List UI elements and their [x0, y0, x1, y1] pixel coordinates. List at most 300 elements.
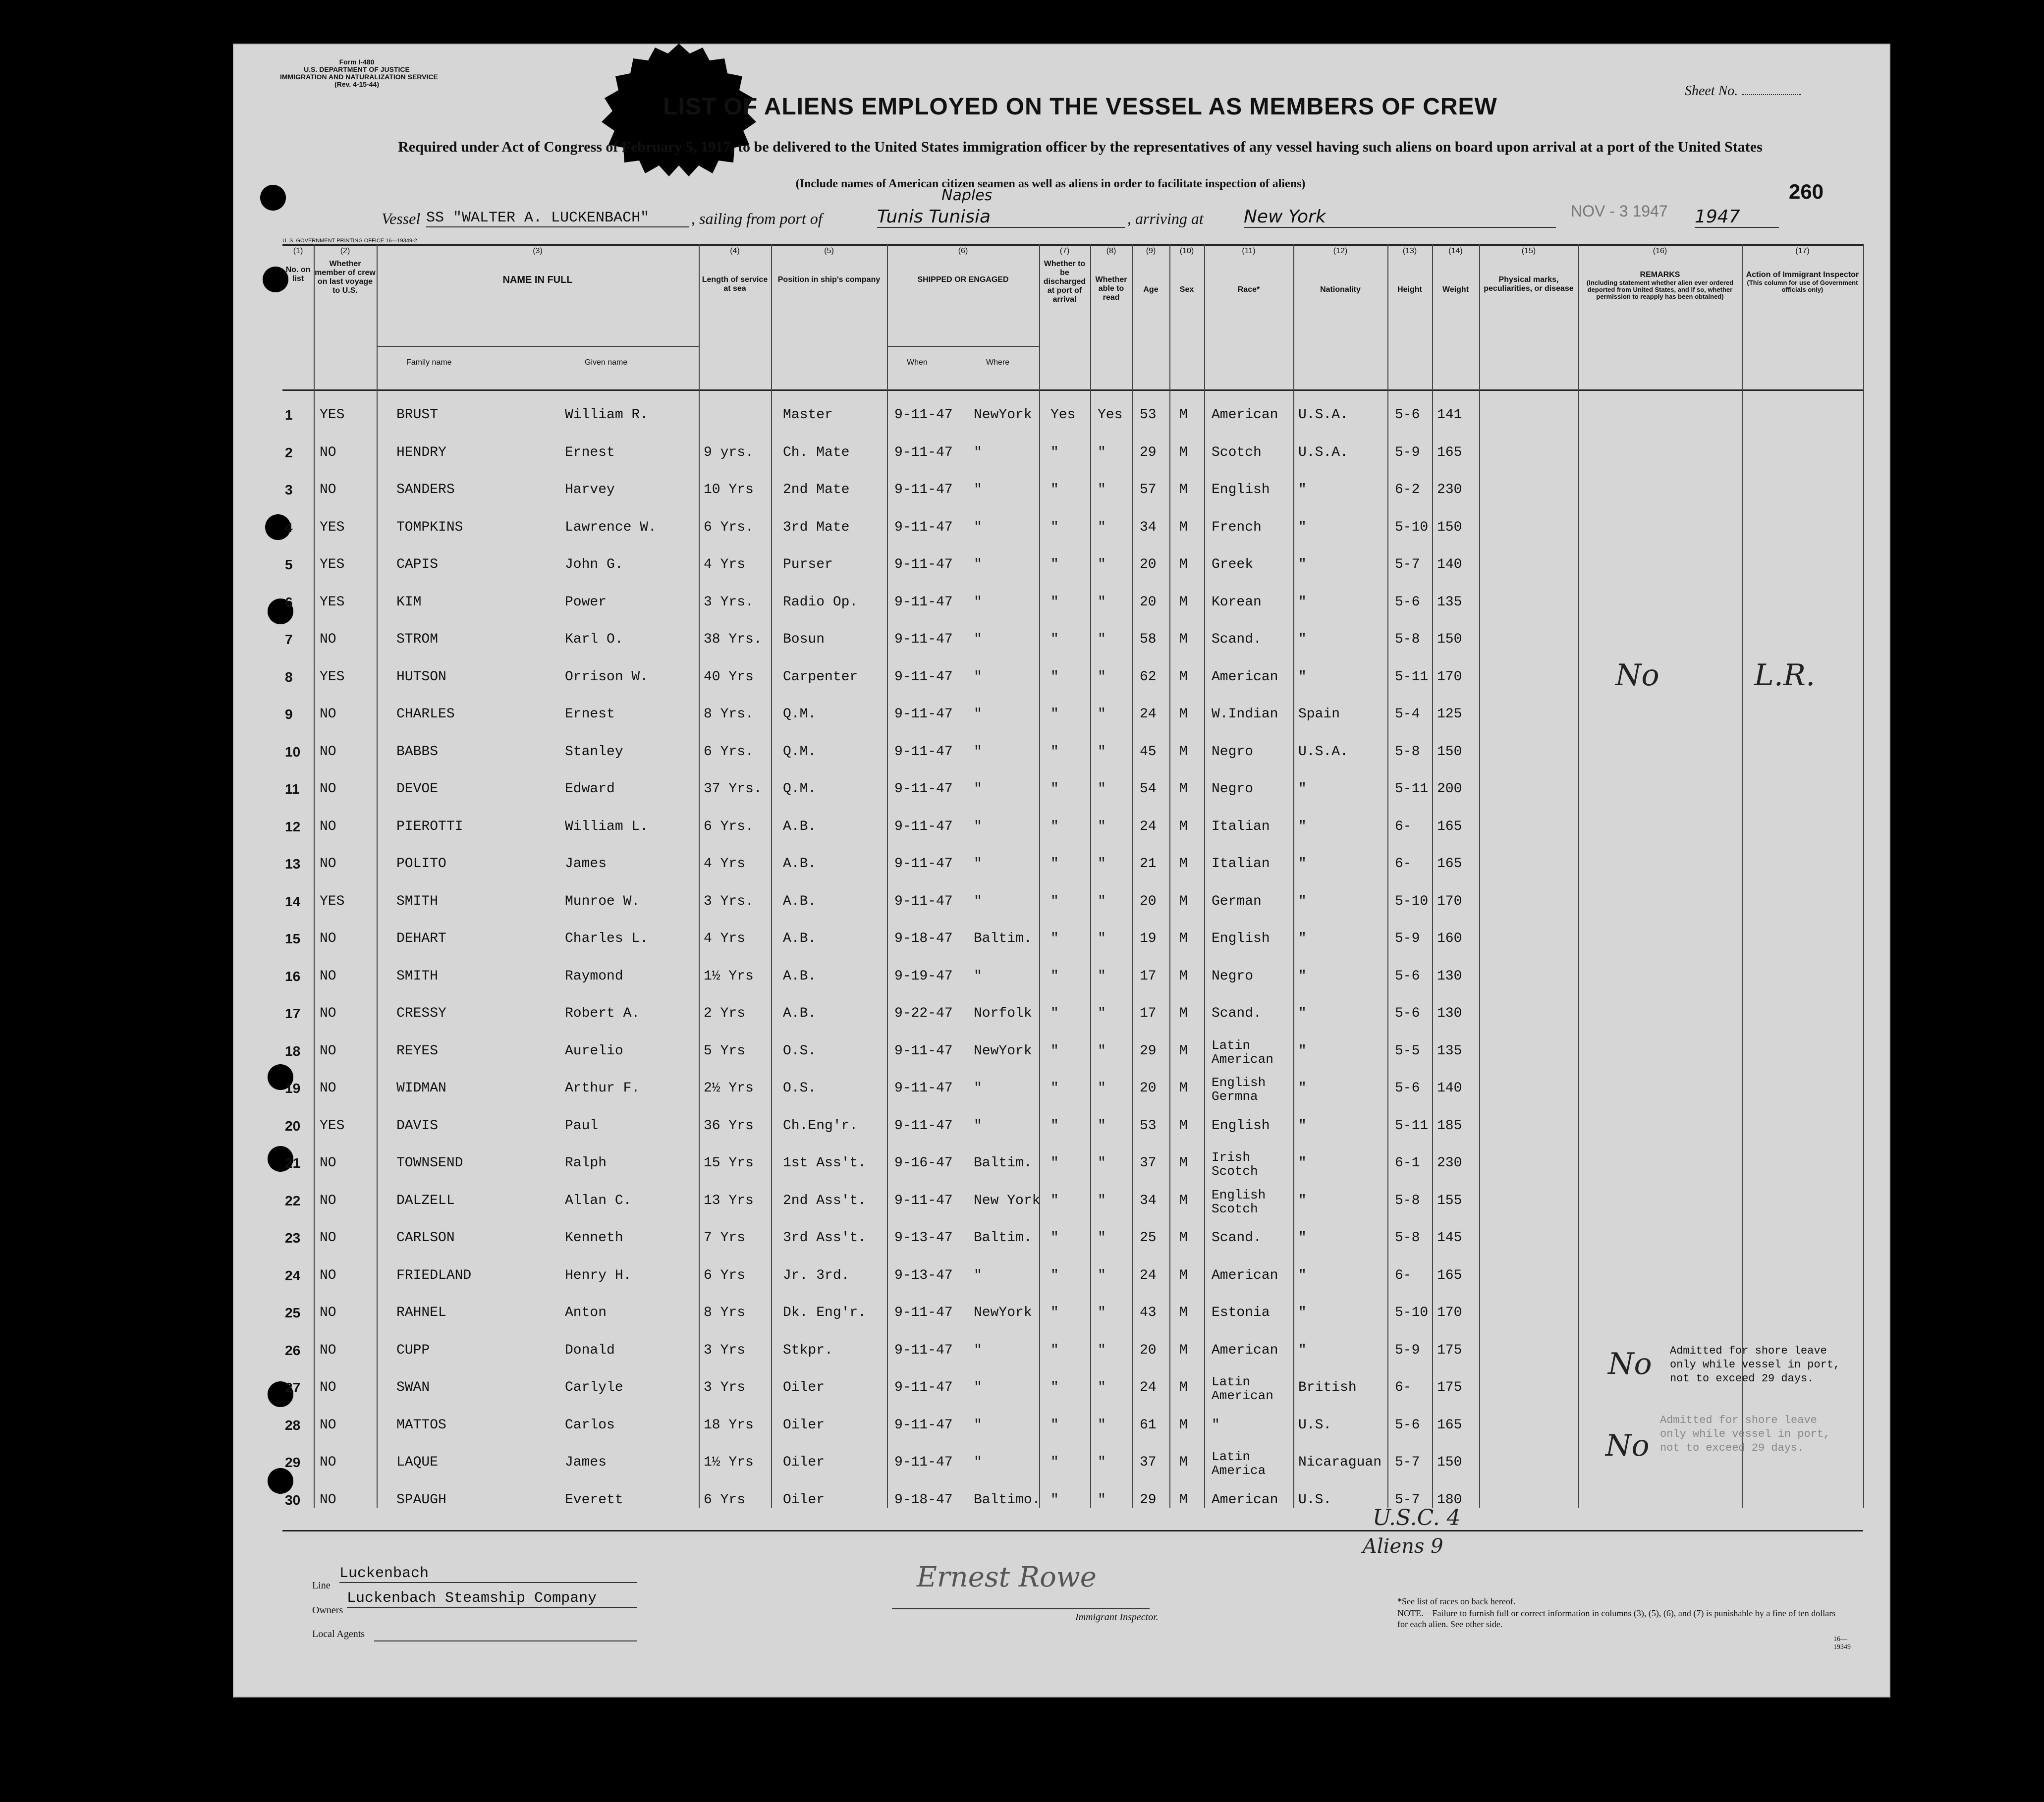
cell-family: POLITO	[396, 856, 446, 872]
cell-nat: "	[1298, 594, 1307, 610]
table-row	[233, 812, 1814, 850]
cell-disch: "	[1050, 893, 1059, 909]
cell-height: 6-	[1395, 819, 1412, 834]
table-row	[233, 700, 1814, 737]
col-header-remarks: (16) REMARKS (Including statement whether alien ever ordered deported from United States, and if so, whether permission to reapply has been obtained)	[1586, 247, 1734, 300]
cell-disch: "	[1050, 482, 1059, 497]
cell-family: TOWNSEND	[396, 1155, 463, 1171]
cell-weight: 185	[1437, 1118, 1462, 1134]
cell-nat: "	[1298, 968, 1307, 984]
table-row	[233, 1261, 1814, 1299]
cell-position: Oiler	[783, 1417, 825, 1433]
form-code: 16—19349	[1833, 1636, 1851, 1651]
cell-read: Yes	[1098, 407, 1123, 423]
printer-imprint: U. S. GOVERNMENT PRINTING OFFICE 16—19349-2	[282, 238, 417, 244]
cell-position: Ch.Eng'r.	[783, 1118, 858, 1134]
cell-service: 7 Yrs	[704, 1230, 746, 1246]
cell-nat: "	[1298, 856, 1307, 872]
cell-where: "	[974, 744, 982, 760]
cell-position: Q.M.	[783, 744, 817, 760]
cell-sex: M	[1179, 1230, 1188, 1246]
cell-race: English	[1212, 931, 1270, 946]
cell-no: 11	[285, 781, 300, 797]
cell-sex: M	[1179, 594, 1188, 610]
cell-read: "	[1098, 1492, 1106, 1508]
cell-when: 9-11-47	[894, 819, 953, 834]
cell-height: 5-10	[1395, 1305, 1429, 1320]
cell-age: 37	[1140, 1155, 1157, 1171]
cell-sex: M	[1179, 893, 1188, 909]
cell-weight: 165	[1437, 444, 1462, 460]
cell-weight: 140	[1437, 557, 1462, 572]
cell-disch: "	[1050, 557, 1059, 572]
cell-family: KIM	[396, 594, 422, 610]
table-row	[233, 400, 1814, 438]
cell-height: 5-5	[1395, 1043, 1420, 1059]
cell-age: 53	[1140, 407, 1157, 423]
cell-given: Harvey	[565, 482, 615, 497]
cell-sex: M	[1179, 632, 1188, 647]
cell-where: "	[974, 557, 982, 572]
col-header-no: (1) No. on list	[285, 247, 311, 283]
cell-no: 5	[285, 557, 293, 572]
form-line: IMMIGRATION AND NATURALIZATION SERVICE	[280, 73, 438, 81]
col-header-race: (11) Race*	[1237, 247, 1260, 294]
cell-height: 5-10	[1395, 893, 1429, 909]
cell-prev: NO	[320, 1193, 336, 1208]
cell-prev: NO	[320, 931, 336, 946]
cell-sex: M	[1179, 1267, 1188, 1283]
cell-no: 21	[285, 1155, 301, 1171]
cell-disch: "	[1050, 1155, 1059, 1171]
cell-nat: "	[1298, 482, 1307, 497]
cell-position: 3rd Ass't.	[783, 1230, 867, 1246]
cell-given: Ernest	[565, 707, 615, 722]
cell-given: James	[565, 1455, 607, 1470]
sheet-number-field	[1685, 83, 1801, 99]
cell-when: 9-22-47	[894, 1006, 953, 1021]
cell-service: 2 Yrs	[704, 1006, 746, 1021]
cell-race: American	[1212, 1492, 1278, 1508]
cell-where: "	[974, 1342, 982, 1358]
cell-given: Donald	[565, 1342, 615, 1358]
cell-no: 13	[285, 856, 301, 872]
cell-nat: "	[1298, 632, 1307, 647]
cell-given: Allan C.	[565, 1193, 632, 1208]
table-row	[233, 588, 1814, 625]
cell-where: "	[974, 594, 982, 610]
cell-when: 9-11-47	[894, 632, 953, 647]
cell-weight: 140	[1437, 1081, 1462, 1096]
col-header-nationality: (12) Nationality	[1320, 247, 1361, 294]
cell-age: 54	[1140, 781, 1157, 797]
cell-where: NewYork	[974, 407, 1032, 423]
cell-prev: NO	[320, 819, 336, 834]
cell-nat: "	[1298, 557, 1307, 572]
cell-service: 38 Yrs.	[704, 632, 762, 647]
shore-leave-note: Admitted for shore leave only while vessel in port, not to exceed 29 days.	[1670, 1345, 1840, 1385]
cell-race: English	[1212, 1118, 1270, 1134]
cell-prev: NO	[320, 1155, 336, 1171]
cell-height: 5-4	[1395, 707, 1420, 722]
col-header-service: (4) Length of service at sea	[702, 247, 768, 293]
cell-race: W.Indian	[1212, 707, 1278, 722]
cell-sex: M	[1179, 669, 1188, 685]
cell-prev: NO	[320, 781, 336, 797]
cell-service: 6 Yrs.	[704, 819, 754, 834]
cell-position: A.B.	[783, 968, 817, 984]
col-header-physical: (15) Physical marks, peculiarities, or disease	[1484, 247, 1574, 293]
cell-read: "	[1098, 594, 1106, 610]
cell-service: 15 Yrs	[704, 1155, 754, 1171]
cell-race: American	[1212, 1342, 1278, 1358]
cell-read: "	[1098, 707, 1106, 722]
cell-position: Carpenter	[783, 669, 858, 685]
cell-race: Scand.	[1212, 1006, 1262, 1021]
cell-prev: NO	[320, 1380, 336, 1395]
cell-race: English	[1212, 482, 1270, 497]
cell-given: Carlos	[565, 1417, 615, 1433]
cell-read: "	[1098, 557, 1106, 572]
cell-family: HUTSON	[396, 669, 446, 685]
cell-family: DAVIS	[396, 1118, 439, 1134]
cell-weight: 141	[1437, 407, 1462, 423]
cell-age: 61	[1140, 1417, 1157, 1433]
cell-disch: "	[1050, 1455, 1059, 1470]
cell-given: James	[565, 856, 607, 872]
cell-read: "	[1098, 1193, 1106, 1208]
table-row	[233, 924, 1814, 962]
sailing-label: , sailing from port of	[691, 210, 823, 227]
cell-read: "	[1098, 1417, 1106, 1433]
cell-nat: U.S.A.	[1298, 744, 1348, 760]
vessel-label: Vessel	[382, 210, 421, 227]
cell-service: 8 Yrs.	[704, 707, 754, 722]
cell-prev: YES	[320, 557, 345, 572]
cell-position: Dk. Eng'r.	[783, 1305, 867, 1320]
cell-nat: U.S.A.	[1298, 407, 1348, 423]
cell-disch: "	[1050, 1267, 1059, 1283]
cell-race: Scotch	[1212, 444, 1262, 460]
cell-no: 7	[285, 632, 293, 647]
cell-age: 34	[1140, 1193, 1157, 1208]
cell-prev: NO	[320, 444, 336, 460]
cell-nat: "	[1298, 781, 1307, 797]
cell-height: 5-6	[1395, 594, 1420, 610]
cell-no: 24	[285, 1267, 301, 1283]
cell-service: 4 Yrs	[704, 856, 746, 872]
cell-when: 9-11-47	[894, 557, 953, 572]
cell-prev: NO	[320, 1230, 336, 1246]
cell-disch: Yes	[1050, 407, 1076, 423]
cell-nat: "	[1298, 1155, 1307, 1171]
cell-no: 8	[285, 669, 293, 685]
vessel-name: SS "WALTER A. LUCKENBACH"	[426, 210, 689, 227]
col-header-shipped: (6) SHIPPED OR ENGAGED When Where	[887, 247, 1039, 284]
cell-given: Kenneth	[565, 1230, 623, 1246]
cell-given: Power	[565, 594, 607, 610]
cell-age: 24	[1140, 707, 1157, 722]
cell-sex: M	[1179, 707, 1188, 722]
cell-age: 43	[1140, 1305, 1157, 1320]
cell-read: "	[1098, 931, 1106, 946]
agents-label: Local Agents	[312, 1629, 365, 1639]
cell-service: 4 Yrs	[704, 557, 746, 572]
cell-read: "	[1098, 519, 1106, 535]
form-identifier	[280, 58, 438, 88]
cell-prev: YES	[320, 669, 345, 685]
cell-age: 57	[1140, 482, 1157, 497]
cell-sex: M	[1179, 519, 1188, 535]
cell-where: Norfolk	[974, 1006, 1032, 1021]
cell-given: Stanley	[565, 744, 623, 760]
cell-weight: 160	[1437, 931, 1462, 946]
cell-height: 5-11	[1395, 669, 1429, 685]
cell-where: Baltim.	[974, 1230, 1032, 1246]
cell-position: 1st Ass't.	[783, 1155, 867, 1171]
cell-position: Stkpr.	[783, 1342, 833, 1358]
cell-read: "	[1098, 1043, 1106, 1059]
table-row	[233, 887, 1814, 925]
cell-disch: "	[1050, 519, 1059, 535]
col-header-read: (8) Whether able to read	[1095, 247, 1127, 302]
table-row	[233, 1336, 1814, 1373]
cell-weight: 170	[1437, 893, 1462, 909]
cell-where: Baltimo.	[974, 1492, 1041, 1508]
cell-sex: M	[1179, 1455, 1188, 1470]
arrival-year: 1947	[1695, 207, 1779, 228]
cell-sex: M	[1179, 1380, 1188, 1395]
cell-read: "	[1098, 893, 1106, 909]
cell-nat: "	[1298, 893, 1307, 909]
cell-when: 9-11-47	[894, 482, 953, 497]
cell-prev: NO	[320, 1342, 336, 1358]
cell-race: Latin American	[1212, 1038, 1273, 1067]
cell-nat: "	[1298, 669, 1307, 685]
table-row	[233, 438, 1814, 476]
cell-nat: "	[1298, 519, 1307, 535]
cell-where: "	[974, 669, 982, 685]
cell-service: 3 Yrs.	[704, 594, 754, 610]
cell-nat: U.S.	[1298, 1492, 1332, 1508]
cell-position: A.B.	[783, 819, 817, 834]
inspector-signature: Ernest Rowe	[917, 1561, 1097, 1593]
table-row	[233, 999, 1814, 1037]
cell-given: Edward	[565, 781, 615, 797]
col-header-age: (9) Age	[1143, 247, 1159, 294]
cell-where: Baltim.	[974, 1155, 1032, 1171]
col-header-action: (17) Action of Immigrant Inspector (This column for use of Government officials only)	[1746, 247, 1859, 293]
cell-no: 12	[285, 819, 301, 834]
cell-race: Negro	[1212, 968, 1254, 984]
cell-when: 9-11-47	[894, 781, 953, 797]
cell-weight: 145	[1437, 1230, 1462, 1246]
col-header-discharged: (7) Whether to be discharged at port of arrival	[1043, 247, 1086, 304]
cell-no: 19	[285, 1081, 301, 1096]
cell-read: "	[1098, 1230, 1106, 1246]
cell-family: WIDMAN	[396, 1081, 446, 1096]
cell-when: 9-11-47	[894, 594, 953, 610]
cell-given: Henry H.	[565, 1267, 632, 1283]
cell-when: 9-18-47	[894, 1492, 953, 1508]
penalty-note: NOTE.—Failure to furnish full or correct information in columns (3), (5), (6), and (7) is punishable by a fine of ten dollars for each alien. See other side.	[1397, 1608, 1836, 1629]
cell-when: 9-11-47	[894, 1380, 953, 1395]
footer	[282, 1530, 1863, 1695]
cell-nat: "	[1298, 1081, 1307, 1096]
table-row	[233, 625, 1814, 662]
cell-race: Negro	[1212, 744, 1254, 760]
cell-height: 5-10	[1395, 519, 1429, 535]
cell-no: 6	[285, 594, 293, 610]
cell-race: American	[1212, 407, 1278, 423]
cell-weight: 165	[1437, 1417, 1462, 1433]
cell-given: Arthur F.	[565, 1081, 640, 1096]
cell-sex: M	[1179, 1155, 1188, 1171]
cell-age: 20	[1140, 594, 1157, 610]
cell-sex: M	[1179, 744, 1188, 760]
cell-race: German	[1212, 893, 1262, 909]
cell-height: 5-8	[1395, 1230, 1420, 1246]
cell-position: 2nd Ass't.	[783, 1193, 867, 1208]
cell-disch: "	[1050, 1006, 1059, 1021]
cell-where: "	[974, 1380, 982, 1395]
cell-disch: "	[1050, 1043, 1059, 1059]
cell-when: 9-11-47	[894, 1342, 953, 1358]
cell-given: Karl O.	[565, 632, 623, 647]
cell-read: "	[1098, 1006, 1106, 1021]
table-row	[233, 1448, 1814, 1485]
cell-where: "	[974, 1267, 982, 1283]
cell-prev: YES	[320, 893, 345, 909]
cell-age: 37	[1140, 1455, 1157, 1470]
cell-age: 29	[1140, 1492, 1157, 1508]
cell-service: 1½ Yrs	[704, 1455, 754, 1470]
cell-disch: "	[1050, 819, 1059, 834]
cell-race: Estonia	[1212, 1305, 1270, 1320]
cell-weight: 130	[1437, 968, 1462, 984]
cell-weight: 165	[1437, 819, 1462, 834]
cell-when: 9-11-47	[894, 1193, 953, 1208]
cell-where: "	[974, 856, 982, 872]
cell-when: 9-11-47	[894, 1455, 953, 1470]
cell-service: 5 Yrs	[704, 1043, 746, 1059]
cell-no: 10	[285, 744, 301, 760]
cell-service: 4 Yrs	[704, 931, 746, 946]
cell-age: 25	[1140, 1230, 1157, 1246]
cell-position: Jr. 3rd.	[783, 1267, 850, 1283]
cell-when: 9-11-47	[894, 444, 953, 460]
cell-when: 9-19-47	[894, 968, 953, 984]
cell-weight: 165	[1437, 856, 1462, 872]
cell-when: 9-11-47	[894, 1417, 953, 1433]
cell-family: CHARLES	[396, 707, 455, 722]
cell-no: 17	[285, 1006, 301, 1021]
table-row	[233, 737, 1814, 775]
cell-nat: Nicaraguan	[1298, 1455, 1382, 1470]
cell-no: 14	[285, 893, 301, 909]
cell-height: 6-2	[1395, 482, 1420, 497]
cell-family: DEHART	[396, 931, 446, 946]
cell-race: Italian	[1212, 856, 1270, 872]
cell-no: 25	[285, 1305, 301, 1320]
cell-sex: M	[1179, 407, 1188, 423]
cell-when: 9-11-47	[894, 1081, 953, 1096]
cell-age: 29	[1140, 444, 1157, 460]
line-value: Luckenbach	[339, 1565, 637, 1583]
cell-no: 16	[285, 968, 301, 984]
cell-height: 5-7	[1395, 557, 1420, 572]
cell-disch: "	[1050, 1230, 1059, 1246]
sheet-number-blank	[1742, 94, 1801, 95]
cell-disch: "	[1050, 1492, 1059, 1508]
cell-read: "	[1098, 444, 1106, 460]
page-number: 260	[1789, 180, 1824, 203]
table-row	[233, 1186, 1814, 1224]
cell-where: "	[974, 1455, 982, 1470]
cell-when: 9-11-47	[894, 519, 953, 535]
cell-family: BRUST	[396, 407, 439, 423]
cell-sex: M	[1179, 1006, 1188, 1021]
cell-family: CUPP	[396, 1342, 430, 1358]
cell-family: PIEROTTI	[396, 819, 463, 834]
cell-read: "	[1098, 1267, 1106, 1283]
cell-sex: M	[1179, 931, 1188, 946]
cell-family: CAPIS	[396, 557, 439, 572]
table-row	[233, 774, 1814, 812]
cell-position: Oiler	[783, 1455, 825, 1470]
cell-height: 6-	[1395, 856, 1412, 872]
cell-disch: "	[1050, 632, 1059, 647]
cell-no: 22	[285, 1193, 301, 1208]
form-line: (Rev. 4-15-44)	[334, 80, 379, 88]
cell-read: "	[1098, 1305, 1106, 1320]
cell-race: English Scotch	[1212, 1187, 1266, 1216]
cell-where: "	[974, 444, 982, 460]
cell-position: Oiler	[783, 1380, 825, 1395]
cell-height: 6-1	[1395, 1155, 1420, 1171]
cell-disch: "	[1050, 669, 1059, 685]
cell-read: "	[1098, 1081, 1106, 1096]
cell-nat: British	[1298, 1380, 1357, 1395]
cell-no: 2	[285, 444, 293, 460]
cell-no: 28	[285, 1417, 301, 1433]
cell-disch: "	[1050, 968, 1059, 984]
cell-nat: "	[1298, 819, 1307, 834]
cell-position: Radio Op.	[783, 594, 858, 610]
handwritten-remark: No	[1615, 658, 1659, 693]
cell-family: LAQUE	[396, 1455, 439, 1470]
cell-when: 9-11-47	[894, 1305, 953, 1320]
cell-age: 20	[1140, 557, 1157, 572]
cell-where: "	[974, 1081, 982, 1096]
table-row	[233, 1485, 1814, 1523]
cell-sex: M	[1179, 557, 1188, 572]
cell-height: 5-6	[1395, 1081, 1420, 1096]
handwritten-remark: No	[1605, 1428, 1650, 1463]
cell-service: 3 Yrs	[704, 1342, 746, 1358]
handwritten-action: L.R.	[1754, 658, 1816, 693]
cell-age: 45	[1140, 744, 1157, 760]
cell-service: 2½ Yrs	[704, 1081, 754, 1096]
shore-leave-note: Admitted for shore leave only while vessel in port, not to exceed 29 days.	[1660, 1414, 1830, 1454]
cell-weight: 150	[1437, 1455, 1462, 1470]
cell-read: "	[1098, 669, 1106, 685]
cell-family: BABBS	[396, 744, 439, 760]
cell-given: Anton	[565, 1305, 607, 1320]
cell-position: Bosun	[783, 632, 825, 647]
cell-height: 5-11	[1395, 1118, 1429, 1134]
cell-position: A.B.	[783, 856, 817, 872]
